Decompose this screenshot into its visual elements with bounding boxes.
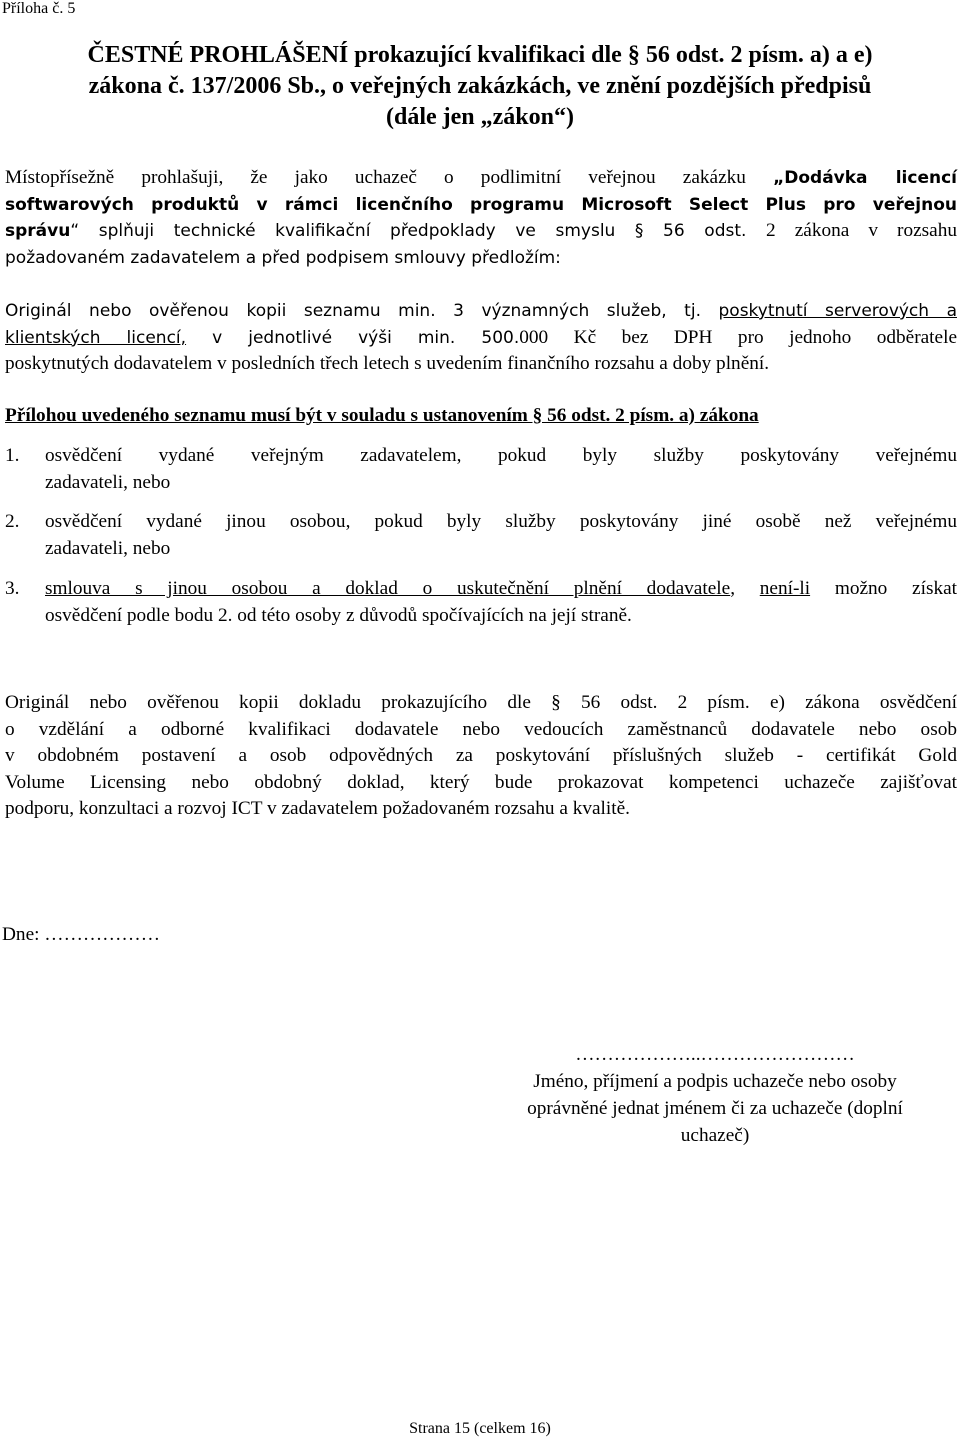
list-item-line-2: osvědčení podle bodu 2. od této osoby z důvodů spočívajících na její straně. — [45, 604, 632, 626]
list-item-line-1: smlouva s jinou osobou a doklad o uskutečnění plnění dodavatele, není-li možno získat — [45, 578, 957, 599]
qualification-line-2: o vzdělání a odborné kvalifikaci dodavatele nebo vedoucích zaměstnanců dodavatele nebo osob — [5, 718, 957, 740]
intro-paragraph — [5, 165, 957, 271]
qualification-line-1: Originál nebo ověřenou kopii dokladu prokazujícího dle § 56 odst. 2 písm. e) zákona osvědčení — [5, 692, 957, 713]
signature-caption-line-3: uchazeč) — [680, 1125, 750, 1146]
page-number: Strana 15 (celkem 16) — [409, 1420, 551, 1437]
list-item-line-1: osvědčení vydané jinou osobou, pokud byly služby poskytovány jiné osobě než veřejnému — [45, 511, 957, 532]
original-line-2: klientských licencí, v jednotlivé výši min. 500.000 Kč bez DPH pro jednoho odběratele — [5, 326, 958, 348]
original-paragraph — [5, 298, 957, 378]
document-title — [0, 40, 960, 133]
original-line-1: Originál nebo ověřenou kopii seznamu min. 3 významných služeb, tj. poskytnutí serverových a — [5, 301, 957, 321]
list-item — [5, 443, 957, 496]
original-line-3: poskytnutých dodavatelem v posledních třech letech s uvedením finančního rozsahu a doby plnění. — [5, 353, 770, 375]
date-field: Dne: ……………… — [2, 924, 160, 945]
qualification-line-4: Volume Licensing nebo obdobný doklad, který bude prokazovat kompetenci uchazeče zajišťovat — [5, 771, 957, 793]
intro-line-3: správu“ splňuji technické kvalifikační předpoklady ve smyslu § 56 odst. 2 zákona v rozsahu — [5, 220, 957, 242]
signature-caption-line-1: Jméno, příjmení a podpis uchazeče nebo osoby — [533, 1071, 897, 1092]
title-line-2: zákona č. 137/2006 Sb., o veřejných zakázkách, ve znění pozdějších předpisů — [88, 73, 872, 99]
list-item-line-2: zadavateli, nebo — [45, 471, 171, 493]
list-item — [5, 576, 957, 629]
attachment-heading: Přílohou uvedeného seznamu musí být v souladu s ustanovením § 56 odst. 2 písm. a) zákona — [5, 405, 759, 426]
list-number: 3. — [5, 578, 20, 599]
signature-block — [470, 1041, 960, 1149]
list-item-line-1: osvědčení vydané veřejným zadavatelem, pokud byly služby poskytovány veřejnému — [45, 445, 957, 466]
title-line-3: (dále jen „zákon“) — [386, 104, 574, 130]
qualification-paragraph — [5, 690, 957, 823]
qualification-line-5: podporu, konzultaci a rozvoj ICT v zadavatelem požadovaném rozsahu a kvalitě. — [5, 798, 630, 820]
intro-line-4: požadovaném zadavatelem a před podpisem smlouvy předložím: — [5, 247, 561, 268]
list-item — [5, 509, 957, 562]
annex-label: Příloha č. 5 — [2, 0, 76, 17]
intro-line-1: Místopřísežně prohlašuji, že jako uchazeč o podlimitní veřejnou zakázku „Dodávka licencí — [5, 167, 957, 188]
list-number: 1. — [5, 445, 20, 466]
signature-caption-line-2: oprávněné jednat jménem či za uchazeče (doplní — [527, 1098, 903, 1119]
signature-dots: ………………..…………………… — [575, 1044, 855, 1065]
intro-line-2: softwarových produktů v rámci licenčního programu Microsoft Select Plus pro veřejnou — [5, 194, 957, 215]
list-number: 2. — [5, 511, 20, 532]
qualification-line-3: v obdobném postavení a osob odpovědných za poskytování příslušných služeb - certifikát Gold — [5, 745, 957, 767]
list-item-line-2: zadavateli, nebo — [45, 537, 171, 559]
title-line-1: ČESTNÉ PROHLÁŠENÍ prokazující kvalifikaci dle § 56 odst. 2 písm. a) a e) — [87, 42, 873, 68]
